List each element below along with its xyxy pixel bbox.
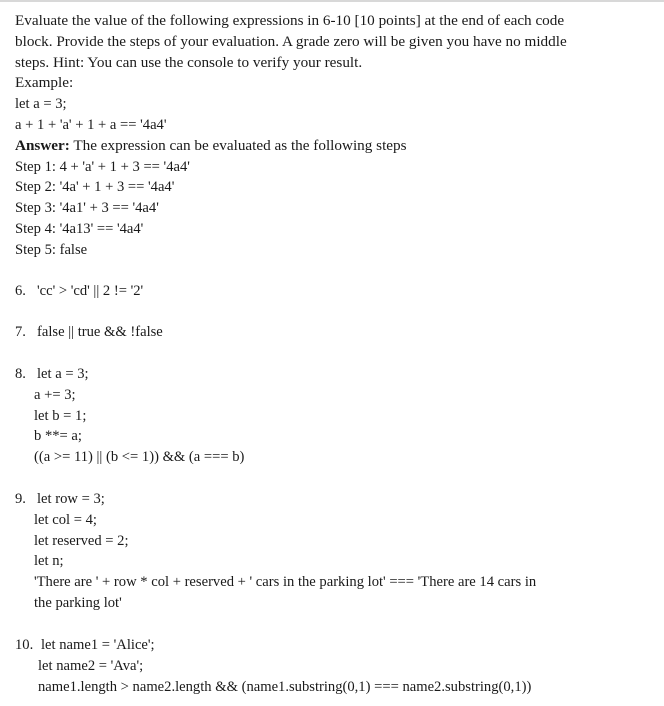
question-line: a += 3; <box>34 386 76 403</box>
example-step-5: Step 5: false <box>15 241 88 258</box>
example-heading: Example: <box>15 74 74 92</box>
question-line: let b = 1; <box>34 407 87 424</box>
question-number: 6. <box>15 283 26 299</box>
question-line: let name1 = 'Alice'; <box>41 637 155 653</box>
question-line: let reserved = 2; <box>34 532 129 549</box>
question-line: 'cc' > 'cd' || 2 != '2' <box>37 283 144 299</box>
question-line: let col = 4; <box>34 511 97 528</box>
example-step-2: Step 2: '4a' + 1 + 3 == '4a4' <box>15 179 175 196</box>
question-line: the parking lot' <box>34 595 122 611</box>
top-divider <box>0 0 664 2</box>
example-step-4: Step 4: '4a13' == '4a4' <box>15 221 144 237</box>
example-step-3: Step 3: '4a1' + 3 == '4a4' <box>15 200 159 217</box>
question-line: 'There are ' + row * col + reserved + ' cars in the parking lot' === 'There are 14 cars in <box>34 574 537 591</box>
question-number: 10. <box>15 637 34 653</box>
question-number: 9. <box>15 491 26 507</box>
example-answer <box>15 136 407 157</box>
example-code-line-1: let a = 3; <box>15 96 67 113</box>
example-code-line-2: a + 1 + 'a' + 1 + a == '4a4' <box>15 117 167 133</box>
question-line: false || true && !false <box>37 324 163 340</box>
question-line: b **= a; <box>34 428 82 445</box>
question-line: name1.length > name2.length && (name1.substring(0,1) === name2.substring(0,1)) <box>38 678 532 695</box>
instructions-line-2: block. Provide the steps of your evaluation. A grade zero will be given you have no middle <box>15 32 567 50</box>
instructions-line-3: steps. Hint: You can use the console to verify your result. <box>15 53 363 71</box>
question-number: 8. <box>15 366 26 382</box>
question-line: ((a >= 11) || (b <= 1)) && (a === b) <box>34 449 245 466</box>
answer-label: Answer: <box>15 136 70 154</box>
question-line: let row = 3; <box>37 491 105 507</box>
question-line: let name2 = 'Ava'; <box>38 657 144 674</box>
question-line: let a = 3; <box>37 366 89 382</box>
instructions-line-1: Evaluate the value of the following expressions in 6-10 [10 points] at the end of each code <box>15 12 565 29</box>
question-number: 7. <box>15 324 26 340</box>
answer-text: The expression can be evaluated as the following steps <box>69 136 407 154</box>
question-line: let n; <box>34 553 64 570</box>
example-step-1: Step 1: 4 + 'a' + 1 + 3 == '4a4' <box>15 158 190 175</box>
